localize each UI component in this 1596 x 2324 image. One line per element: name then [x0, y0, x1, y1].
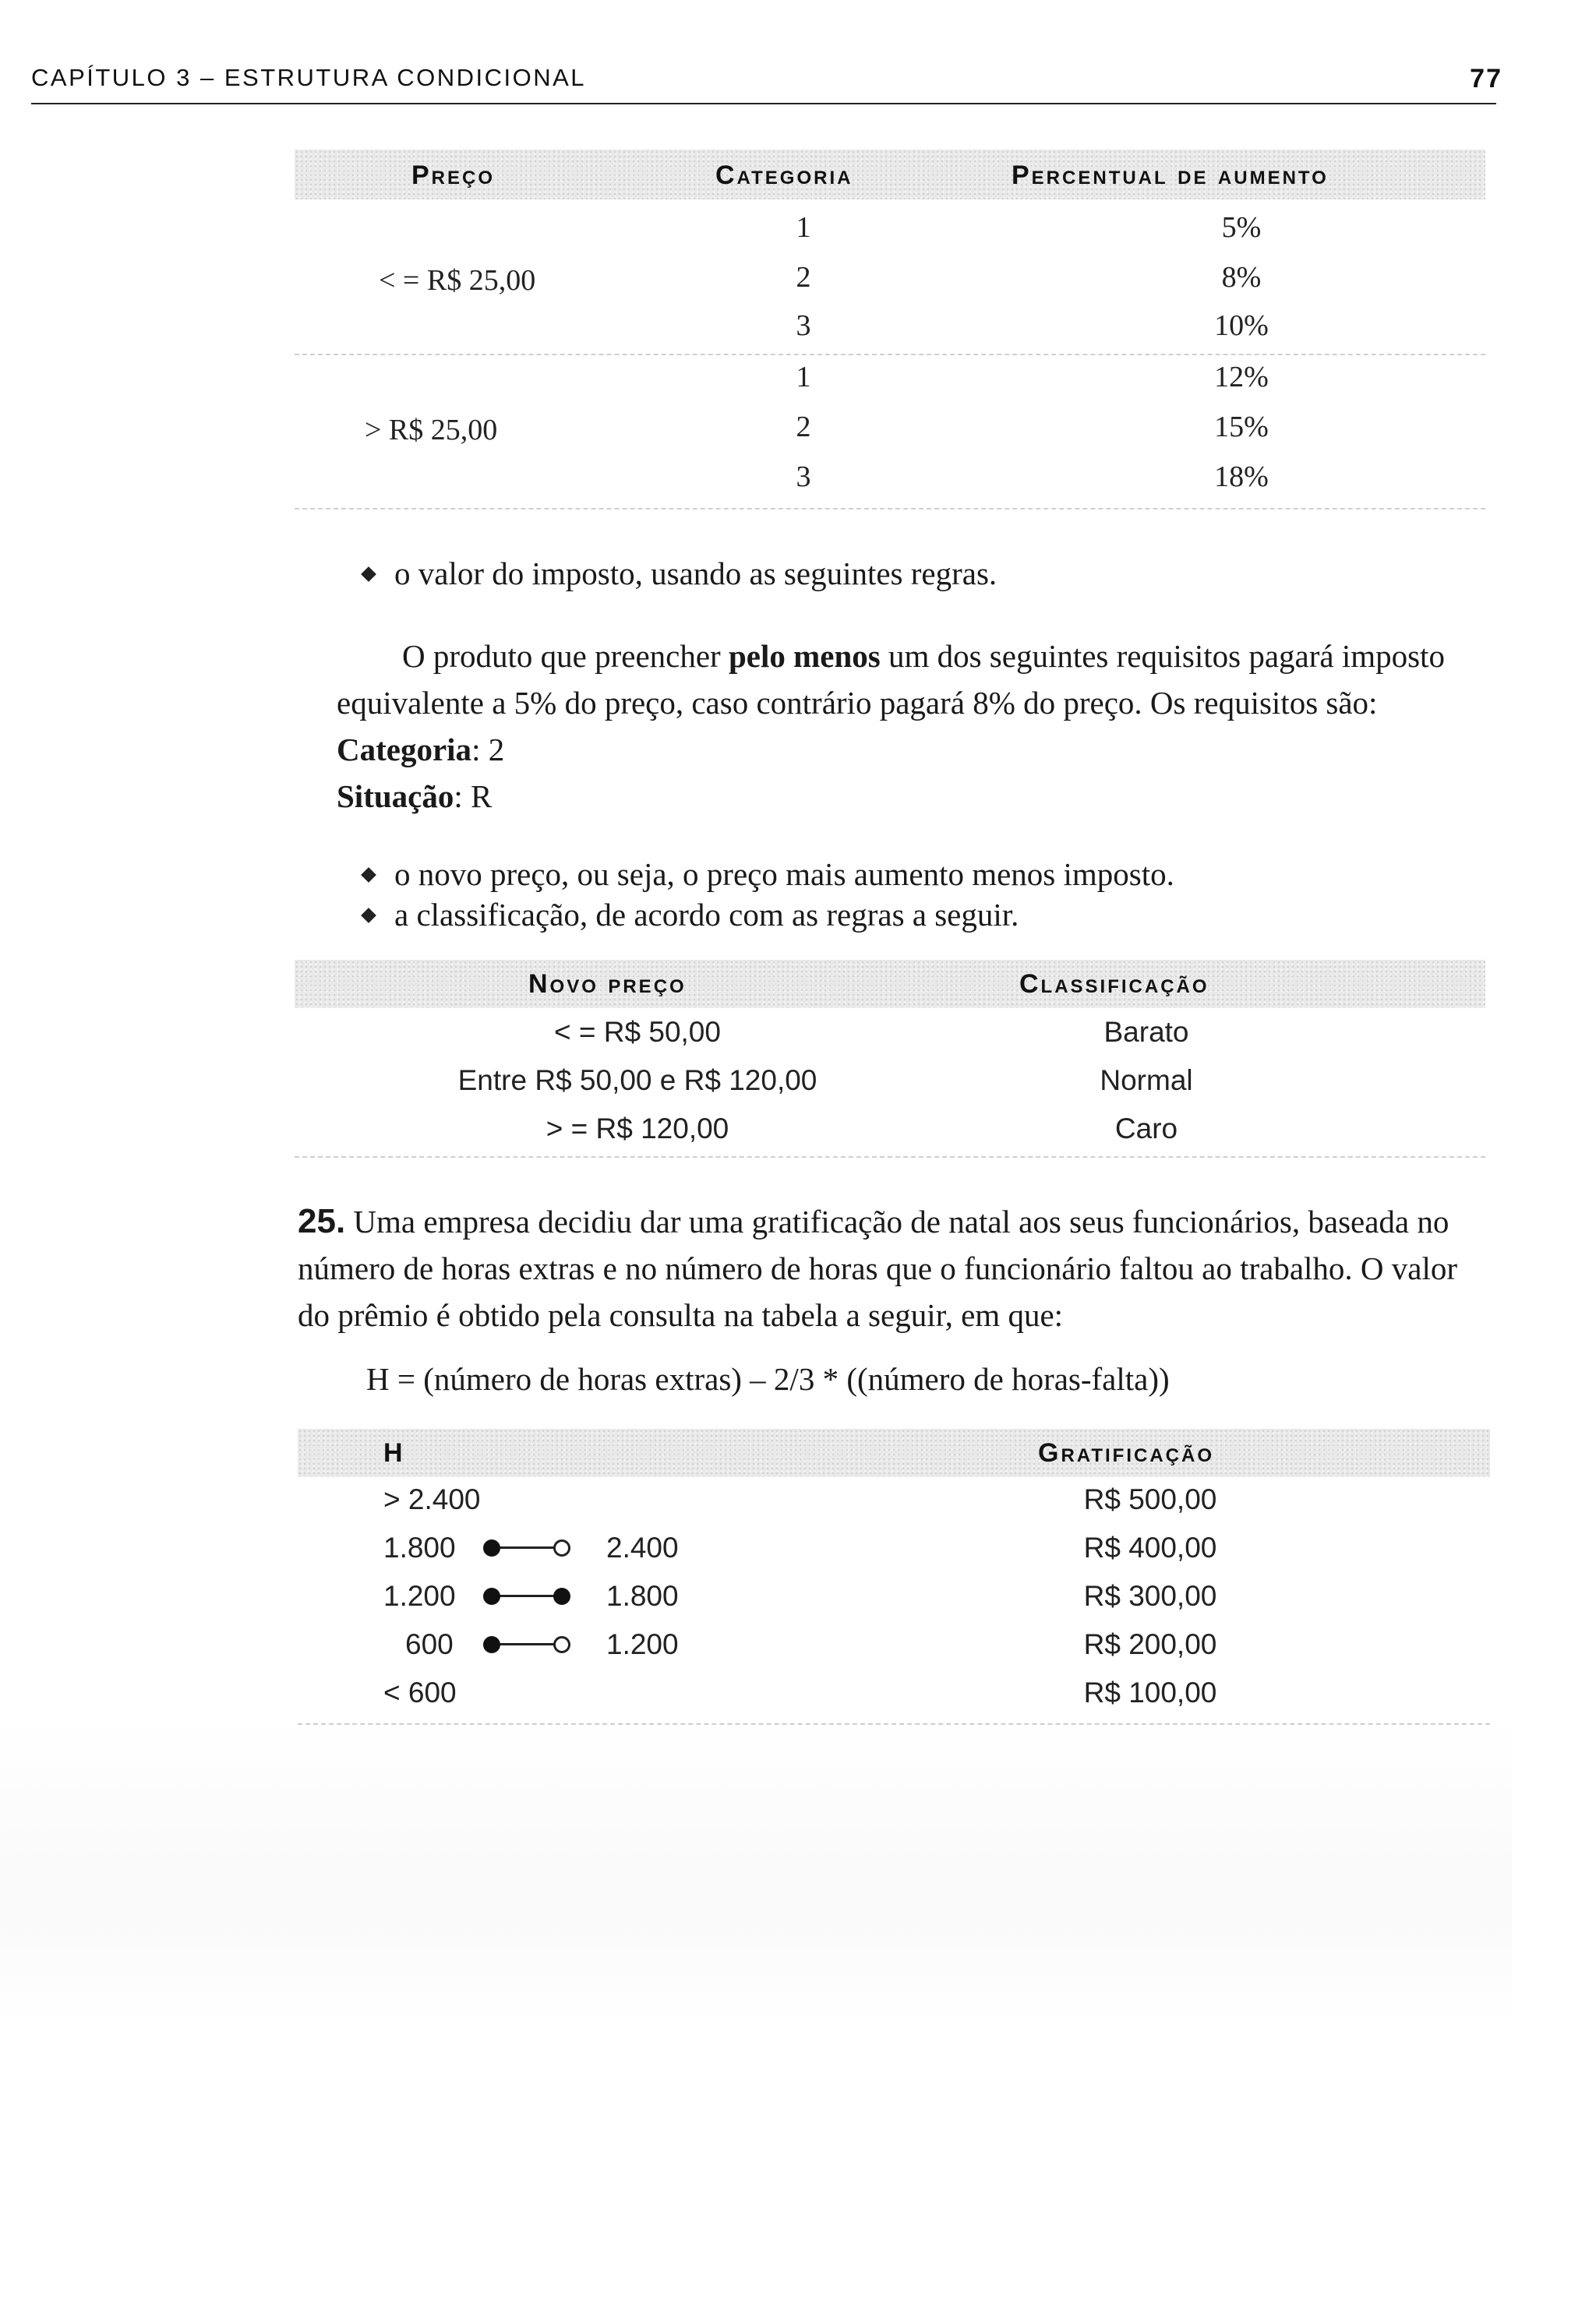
requisito-value: : 2 — [471, 732, 505, 767]
cell-percentual: 5% — [1221, 211, 1262, 244]
header-gratificacao: Gratificação — [1038, 1438, 1214, 1468]
cell-classificacao: Barato — [1103, 1016, 1189, 1048]
cell-categoria: 1 — [796, 211, 811, 244]
question-line: do prêmio é obtido pela consulta na tabela a seguir, em que: — [298, 1297, 1064, 1333]
cell-preco-group1: < = R$ 25,00 — [379, 264, 536, 297]
cell-h-upper: 1.200 — [606, 1628, 679, 1660]
bullet-diamond-icon — [361, 566, 376, 582]
cell-gratificacao: R$ 200,00 — [1083, 1628, 1217, 1660]
cell-h: > 2.400 — [383, 1483, 481, 1515]
question-line: número de horas extras e no número de horas que o funcionário faltou ao trabalho. O valor — [298, 1250, 1458, 1286]
question-number: 25. — [298, 1202, 346, 1240]
closed-dot-icon — [483, 1588, 500, 1605]
header-categoria: Categoria — [715, 160, 853, 190]
header-h: H — [383, 1438, 405, 1468]
bullet-classificacao — [363, 896, 1019, 933]
cell-gratificacao: R$ 500,00 — [1083, 1483, 1217, 1515]
bullet-diamond-icon — [361, 867, 376, 883]
cell-percentual: 12% — [1214, 361, 1269, 393]
cell-novo-preco: > = R$ 120,00 — [546, 1113, 729, 1144]
bullet-diamond-icon — [361, 908, 376, 923]
open-circle-icon — [553, 1636, 570, 1653]
cell-h-lower: 1.800 — [383, 1532, 456, 1564]
question-line — [298, 1198, 1457, 1245]
requisito-value: : R — [454, 778, 493, 814]
cell-categoria: 3 — [796, 460, 811, 493]
cell-percentual: 18% — [1214, 460, 1269, 493]
table-aumento — [295, 150, 1485, 516]
closed-dot-icon — [553, 1588, 570, 1605]
table-bottom-rule — [298, 1723, 1490, 1725]
bullet-text: o novo preço, ou seja, o preço mais aumento menos imposto. — [394, 856, 1174, 892]
bullet-text: o valor do imposto, usando as seguintes regras. — [394, 555, 998, 591]
text-span: O produto que preencher — [402, 638, 729, 674]
chapter-title: CAPÍTULO 3 – ESTRUTURA CONDICIONAL — [31, 64, 587, 91]
table-header-row — [295, 960, 1485, 1008]
table-gratificacao — [298, 1429, 1490, 1725]
bullet-novo-preco — [363, 855, 1174, 893]
cell-h-upper: 2.400 — [606, 1532, 679, 1564]
header-percentual: Percentual de aumento — [1012, 160, 1329, 190]
cell-h: < 600 — [383, 1677, 457, 1709]
requisito-label: Categoria — [337, 732, 472, 767]
cell-percentual: 8% — [1221, 261, 1262, 294]
cell-gratificacao: R$ 400,00 — [1083, 1532, 1217, 1564]
open-circle-icon — [553, 1539, 570, 1557]
cell-categoria: 3 — [796, 309, 811, 342]
bullet-text: a classificação, de acordo com as regras a seguir. — [394, 897, 1019, 933]
cell-categoria: 2 — [796, 411, 811, 443]
cell-h-upper: 1.800 — [606, 1580, 679, 1612]
table-classificacao — [295, 960, 1485, 1153]
page-shade — [0, 1714, 1512, 2026]
question-25 — [298, 1198, 1457, 1338]
running-header — [31, 64, 1502, 104]
cell-categoria: 2 — [796, 261, 811, 294]
formula-h: H = (número de horas extras) – 2/3 * ((número de horas-falta)) — [366, 1361, 1170, 1397]
paragraph-imposto — [337, 633, 1445, 820]
text-span: Uma empresa decidiu dar uma gratificação de natal aos seus funcionários, baseada no — [353, 1204, 1449, 1240]
paragraph-line — [337, 633, 1445, 679]
range-connector-closed-open — [483, 1532, 577, 1563]
text-span: um dos seguintes requisitos pagará imposto — [880, 638, 1445, 674]
cell-percentual: 10% — [1214, 309, 1269, 342]
group-divider — [295, 354, 1485, 355]
cell-h-lower: 600 — [405, 1628, 454, 1660]
header-preco: Preço — [411, 160, 496, 190]
cell-preco-group2: > R$ 25,00 — [365, 414, 498, 446]
table-header-row — [295, 150, 1485, 199]
table-header-row — [298, 1429, 1490, 1477]
requisito-situacao — [337, 773, 1445, 820]
page-number: 77 — [1470, 64, 1502, 93]
cell-percentual: 15% — [1214, 411, 1269, 443]
requisito-categoria — [337, 726, 1445, 773]
cell-categoria: 1 — [796, 361, 811, 393]
closed-dot-icon — [483, 1636, 500, 1653]
table-bottom-rule — [295, 1156, 1485, 1158]
cell-gratificacao: R$ 100,00 — [1083, 1677, 1217, 1709]
range-connector-closed-open — [483, 1628, 577, 1659]
requisito-label: Situação — [337, 778, 454, 814]
cell-novo-preco: Entre R$ 50,00 e R$ 120,00 — [457, 1064, 817, 1096]
paragraph-line: equivalente a 5% do preço, caso contrário pagará 8% do preço. Os requisitos são: — [337, 685, 1378, 721]
bold-text: pelo menos — [728, 638, 881, 674]
cell-novo-preco: < = R$ 50,00 — [554, 1016, 721, 1048]
header-classificacao: Classificação — [1019, 969, 1209, 999]
range-connector-closed-closed — [483, 1580, 577, 1611]
header-novo-preco: Novo preço — [528, 969, 687, 999]
bullet-imposto — [363, 555, 997, 592]
cell-h-lower: 1.200 — [383, 1580, 456, 1612]
cell-classificacao: Caro — [1114, 1113, 1178, 1144]
cell-classificacao: Normal — [1100, 1064, 1193, 1096]
closed-dot-icon — [483, 1539, 500, 1557]
table-bottom-rule — [295, 508, 1485, 510]
cell-gratificacao: R$ 300,00 — [1083, 1580, 1217, 1612]
